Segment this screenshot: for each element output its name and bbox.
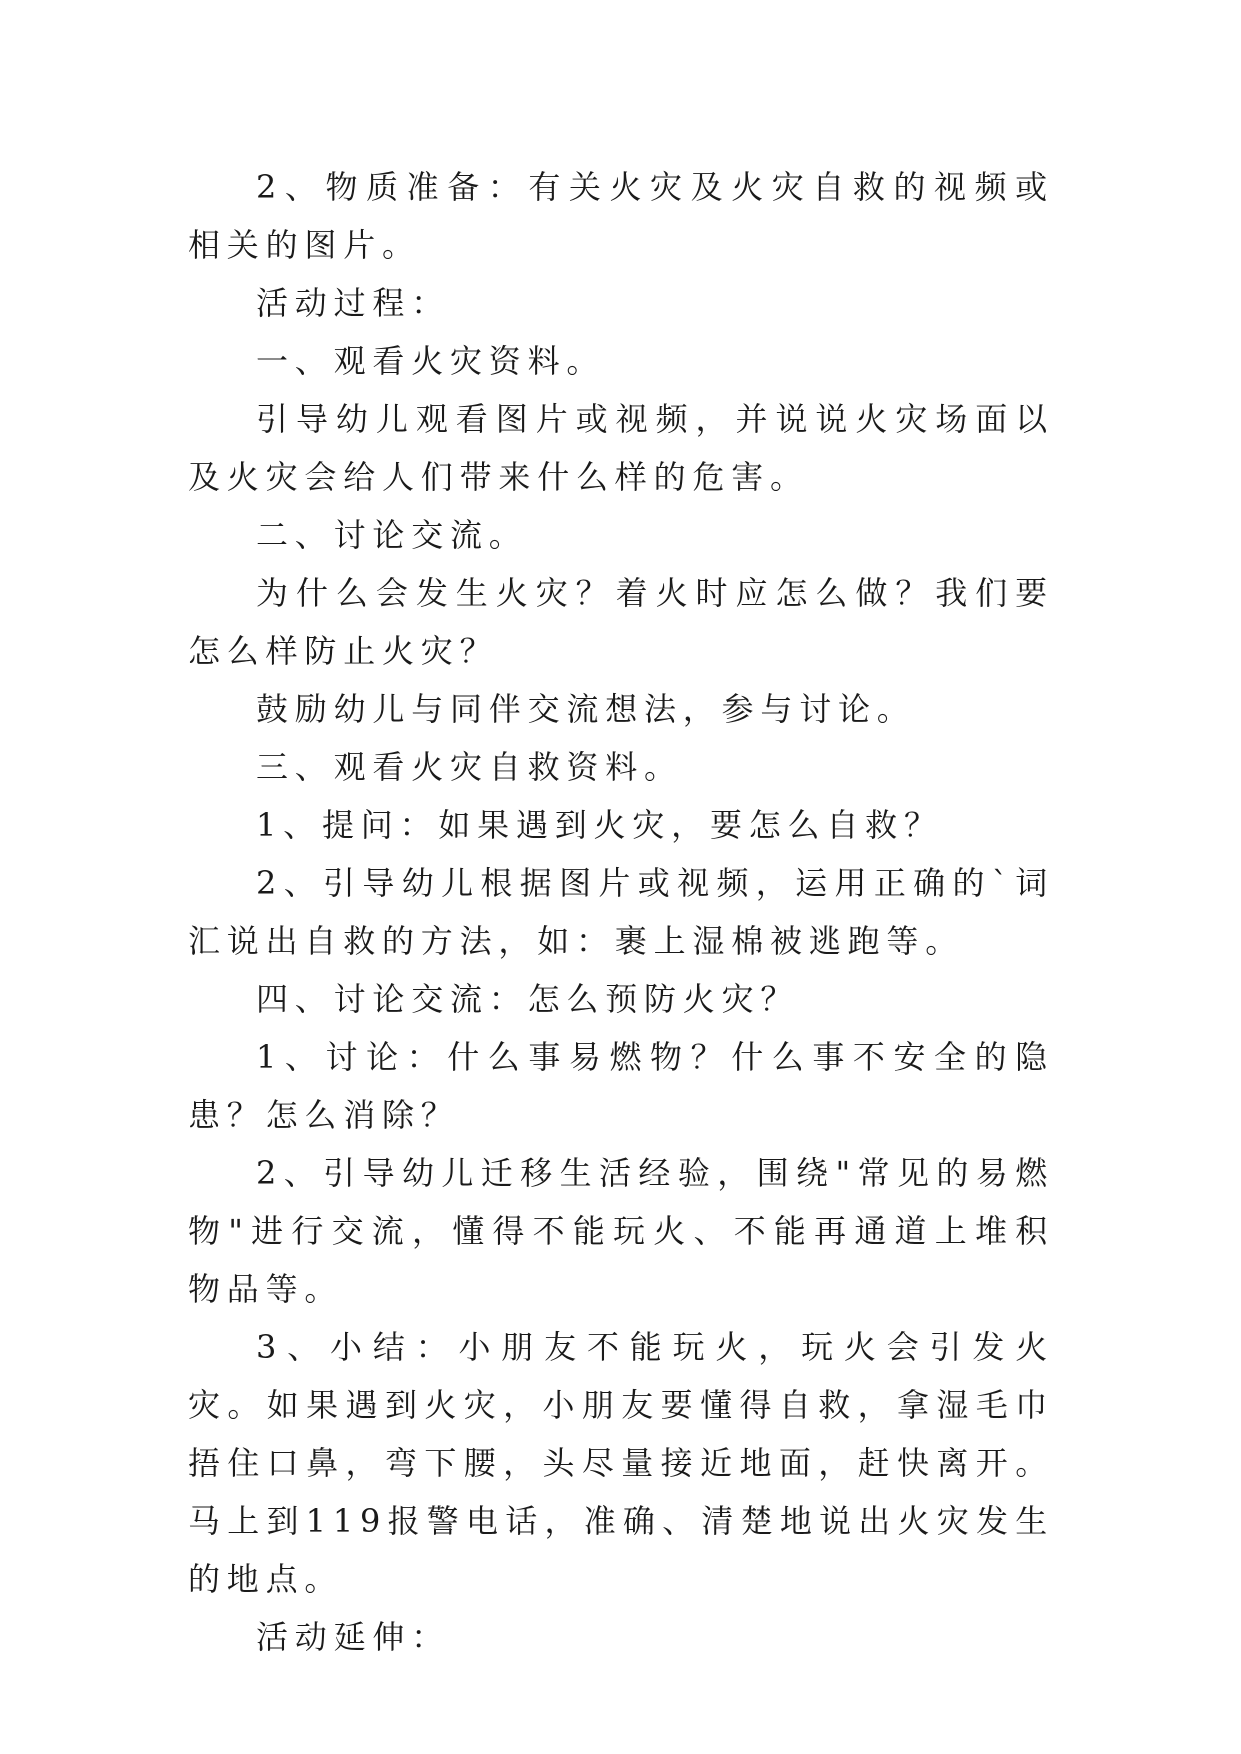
paragraph-step-two-encourage: 鼓励幼儿与同伴交流想法，参与讨论。 bbox=[256, 690, 916, 728]
paragraph-step-four-guide: 2、引导幼儿迁移生活经验，围绕"常见的易燃物"进行交流，懂得不能玩火、不能再通道上堆积物品等。 bbox=[188, 1154, 1054, 1308]
paragraph-step-three-question: 1、提问：如果遇到火灾，要怎么自救？ bbox=[256, 806, 943, 844]
heading-activity-process: 活动过程： bbox=[256, 284, 451, 322]
heading-step-four: 四、讨论交流：怎么预防火灾？ bbox=[256, 980, 800, 1018]
paragraph-step-four-summary: 3、小结：小朋友不能玩火，玩火会引发火灾。如果遇到火灾，小朋友要懂得自救，拿湿毛巾捂住口鼻，弯下腰，头尽量接近地面，赶快离开。马上到119报警电话，准确、清楚地说出火灾发生的地点。 bbox=[188, 1328, 1054, 1598]
heading-step-two: 二、讨论交流。 bbox=[256, 516, 528, 554]
paragraph-step-four-discuss: 1、讨论：什么事易燃物？什么事不安全的隐患？怎么消除？ bbox=[188, 1038, 1054, 1134]
document-body bbox=[188, 158, 1054, 1666]
paragraph-step-one-guide: 引导幼儿观看图片或视频，并说说火灾场面以及火灾会给人们带来什么样的危害。 bbox=[188, 400, 1054, 496]
paragraph-step-three-guide: 2、引导幼儿根据图片或视频，运用正确的`词汇说出自救的方法，如：裹上湿棉被逃跑等。 bbox=[188, 864, 1054, 960]
heading-step-three: 三、观看火灾自救资料。 bbox=[256, 748, 683, 786]
heading-activity-extension: 活动延伸： bbox=[256, 1618, 451, 1656]
paragraph-material-prep: 2、物质准备：有关火灾及火灾自救的视频或相关的图片。 bbox=[188, 168, 1054, 264]
paragraph-step-two-questions: 为什么会发生火灾？着火时应怎么做？我们要怎么样防止火灾？ bbox=[188, 574, 1054, 670]
heading-step-one: 一、观看火灾资料。 bbox=[256, 342, 606, 380]
